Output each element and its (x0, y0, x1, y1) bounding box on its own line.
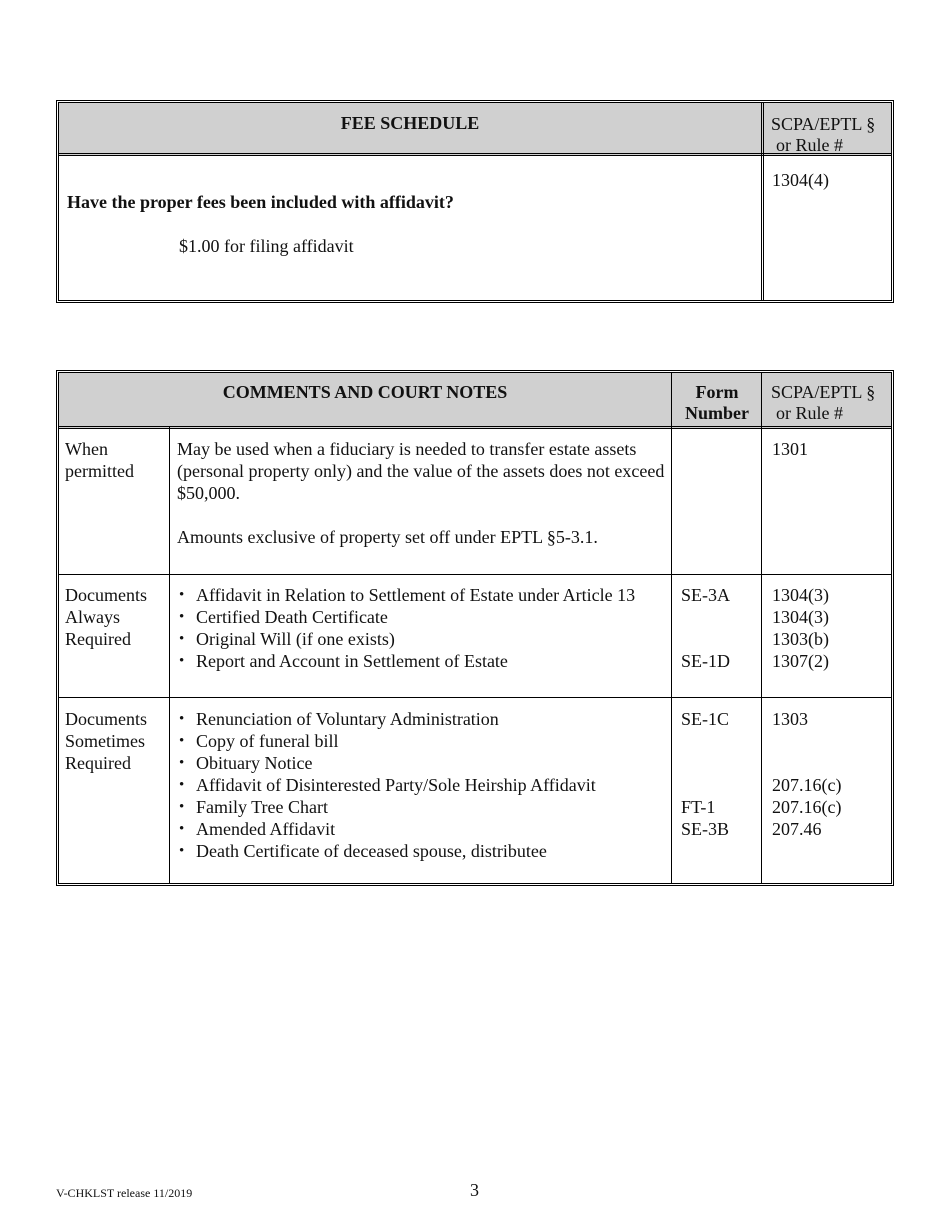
fee-column-divider (761, 103, 764, 300)
list-item: • Copy of funeral bill (177, 730, 667, 752)
row-label-line: When (65, 439, 108, 459)
row-label-line: Sometimes (65, 731, 145, 751)
rule-header-line1: SCPA/EPTL § (771, 114, 876, 134)
row-label-line: Required (65, 753, 131, 773)
fee-schedule-title: FEE SCHEDULE (340, 113, 480, 133)
list-item: • Amended Affidavit (177, 818, 667, 840)
rule-ref: 1304(3) (772, 607, 829, 627)
form-number: SE-3A (681, 585, 730, 605)
sometimes-required-forms (681, 708, 729, 862)
row-label-line: Documents (65, 585, 147, 605)
form-number (681, 730, 729, 752)
row-divider (59, 574, 891, 575)
list-item: • Affidavit of Disinterested Party/Sole Heirship Affidavit (177, 774, 667, 796)
fee-schedule-header-row (59, 103, 891, 156)
form-number (681, 840, 729, 862)
comments-header-row (59, 373, 891, 429)
sometimes-required-rules (772, 708, 841, 862)
list-item: • Report and Account in Settlement of Estate (177, 650, 667, 672)
list-item: • Certified Death Certificate (177, 606, 667, 628)
when-permitted-content (177, 438, 665, 548)
row-label-line: permitted (65, 461, 134, 481)
list-item: • Obituary Notice (177, 752, 667, 774)
rule-ref: 207.16(c) (772, 775, 842, 795)
rule-ref: 1307(2) (772, 651, 829, 671)
form-number: FT-1 (681, 797, 716, 817)
rule-ref (772, 840, 841, 862)
rule-ref: 1301 (772, 439, 808, 459)
paragraph: Amounts exclusive of property set off under EPTL §5-3.1. (177, 527, 598, 547)
form-header-line1: Form (695, 382, 739, 402)
list-item: • Original Will (if one exists) (177, 628, 667, 650)
comments-table (56, 370, 894, 886)
row-divider (59, 697, 891, 698)
list-item: • Affidavit in Relation to Settlement of Estate under Article 13 (177, 584, 667, 606)
comments-title: COMMENTS AND COURT NOTES (222, 382, 508, 402)
form-number (681, 774, 729, 796)
fee-question: Have the proper fees been included with affidavit? (67, 192, 454, 212)
form-number: SE-1D (681, 651, 730, 671)
release-footer: V-CHKLST release 11/2019 (56, 1186, 193, 1200)
rule-ref (772, 752, 841, 774)
form-number (681, 628, 730, 650)
comments-rule-column-header (771, 382, 875, 424)
sometimes-required-list (177, 708, 667, 862)
form-number: SE-3B (681, 819, 730, 839)
list-item: • Renunciation of Voluntary Administration (177, 708, 667, 730)
always-required-rules (772, 584, 829, 672)
row-label-documents-sometimes-required (65, 708, 147, 774)
label-column-divider (169, 426, 170, 883)
rule-header-line1: SCPA/EPTL § (771, 382, 876, 402)
form-number: SE-1C (681, 709, 730, 729)
rule-ref: 207.16(c) (772, 797, 842, 817)
rule-ref: 1303(b) (772, 629, 829, 649)
list-item: • Death Certificate of deceased spouse, distributee (177, 840, 667, 862)
fee-rule-ref: 1304(4) (772, 170, 829, 190)
fee-item: $1.00 for filing affidavit (179, 236, 354, 256)
form-header-line2: Number (685, 403, 749, 423)
page-number: 3 (470, 1180, 479, 1200)
paragraph: May be used when a fiduciary is needed to transfer estate assets (personal property only) and the value of the assets does not exceed $50,000. (177, 439, 665, 503)
row-label-line: Required (65, 629, 131, 649)
form-column-divider (761, 373, 762, 883)
rule-ref: 1304(3) (772, 585, 829, 605)
form-number-header (673, 382, 761, 424)
row-label-when-permitted (65, 438, 134, 482)
fee-rule-column-header (771, 114, 875, 156)
form-number (681, 606, 730, 628)
fee-schedule-table (56, 100, 894, 303)
rule-ref: 1303 (772, 709, 808, 729)
rule-ref: 207.46 (772, 819, 822, 839)
row-label-documents-always-required (65, 584, 147, 650)
rule-header-line2: or Rule # (776, 135, 843, 155)
list-item: • Family Tree Chart (177, 796, 667, 818)
row-label-line: Documents (65, 709, 147, 729)
rule-ref (772, 730, 841, 752)
always-required-list (177, 584, 667, 672)
row-label-line: Always (65, 607, 120, 627)
form-number (681, 752, 729, 774)
content-column-divider (671, 373, 672, 883)
rule-header-line2: or Rule # (776, 403, 843, 423)
always-required-forms (681, 584, 730, 672)
